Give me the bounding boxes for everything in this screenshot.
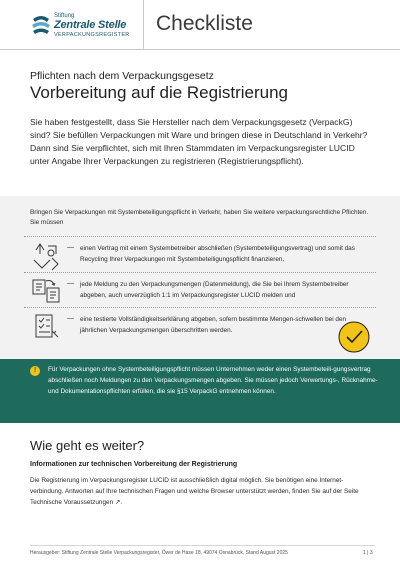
page-number: 1 | 3 [363, 550, 373, 556]
warning-icon: ! [30, 366, 40, 376]
obligation-item-2: jede Meldung zu den Verpackungsmengen (Datenmeldung), die Sie bei Ihrem Systembetreiber abgeben, auch unverzüglich 1:1 im Verpackungsregister LUCID melden und [80, 281, 349, 299]
recycle-icon [30, 240, 62, 272]
document-check-icon [30, 311, 62, 343]
obligation-item-3: eine testierte Vollständigkeitserklärung abgeben, sofern bestimmte Mengen-schwellen bei den jährlichen Verpackungsmengen überschritten werden. [80, 316, 347, 334]
section-body: Die Registrierung im Verpackungsregister LUCID ist ausschließlich digital möglich. Sie benötigen eine Internet-verbindung. Antworten auf Ihre technischen Fragen und welche Browser unterstützt werden, finden Sie auf der Seite Technische Voraussetzungen ↗. [30, 477, 359, 506]
logo-main-text: Zentrale Stelle [54, 19, 127, 31]
logo [30, 13, 140, 39]
obligation-item-1: einen Vertrag mit einem Systembetreiber abschließen (Systembeteiligungsvertrag) und somit das Recycling Ihrer Verpackungen mit Systembeteiligungspflicht finanzieren, [80, 245, 355, 263]
logo-small-text: Stiftung [54, 13, 75, 19]
header-title: Checkliste [156, 12, 253, 35]
transfer-icon [30, 275, 62, 307]
divider [24, 307, 376, 308]
header-divider [143, 0, 144, 50]
footer-publisher: Herausgeber: Stiftung Zentrale Stelle Verpackungsregister, Öwer de Hase 18, 49074 Osnabrück, Stand August 2025 [30, 550, 288, 556]
section-subheading: Informationen zur technischen Vorbereitung der Registrierung [30, 461, 238, 468]
notice-text: Für Verpackungen ohne Systembeteiligungspflicht müssen Unternehmen weder einen Systembeteili-gungsvertrag abschließen noch Meldungen zu den Verpackungsmengen abgeben. Sie müssen jedoch Verwertungs-, Rücknahme- und Dokumentationspflichten erfüllen, die sie §15 VerpackG entnehmen können. [48, 366, 378, 395]
divider [24, 272, 376, 273]
page-title: Vorbereitung auf die Registrierung [30, 83, 288, 102]
divider [24, 236, 376, 237]
logo-mark-icon [30, 13, 52, 39]
list-dash: — [67, 244, 74, 251]
list-dash: — [67, 280, 74, 287]
logo-sub-text: VERPACKUNGSREGISTER [54, 32, 130, 38]
footer-divider [30, 545, 375, 546]
page-header [0, 0, 400, 50]
obligations-lead: Bringen Sie Verpackungen mit Systembeteiligungspflicht in Verkehr, haben Sie weitere verpackungsrechtliche Pflichten. Sie müssen [30, 209, 369, 226]
page-kicker: Pflichten nach dem Verpackungsgesetz [30, 70, 214, 82]
checkmark-badge-icon [337, 320, 371, 354]
section-heading: Wie geht es weiter? [30, 438, 145, 453]
list-dash: — [67, 315, 74, 322]
intro-paragraph: Sie haben festgestellt, dass Sie Hersteller nach dem Verpackungsgesetz (VerpackG) sind? Sie befüllen Verpackungen mit Ware und bringen diese in Deutschland in Verkehr? Dann sind Sie verpflichtet, sich mit Ihren Stammdaten im Verpackungsregister LUCID unter Angabe Ihrer Verpackungen zu registrieren (Registrierungspflicht). [30, 117, 368, 166]
